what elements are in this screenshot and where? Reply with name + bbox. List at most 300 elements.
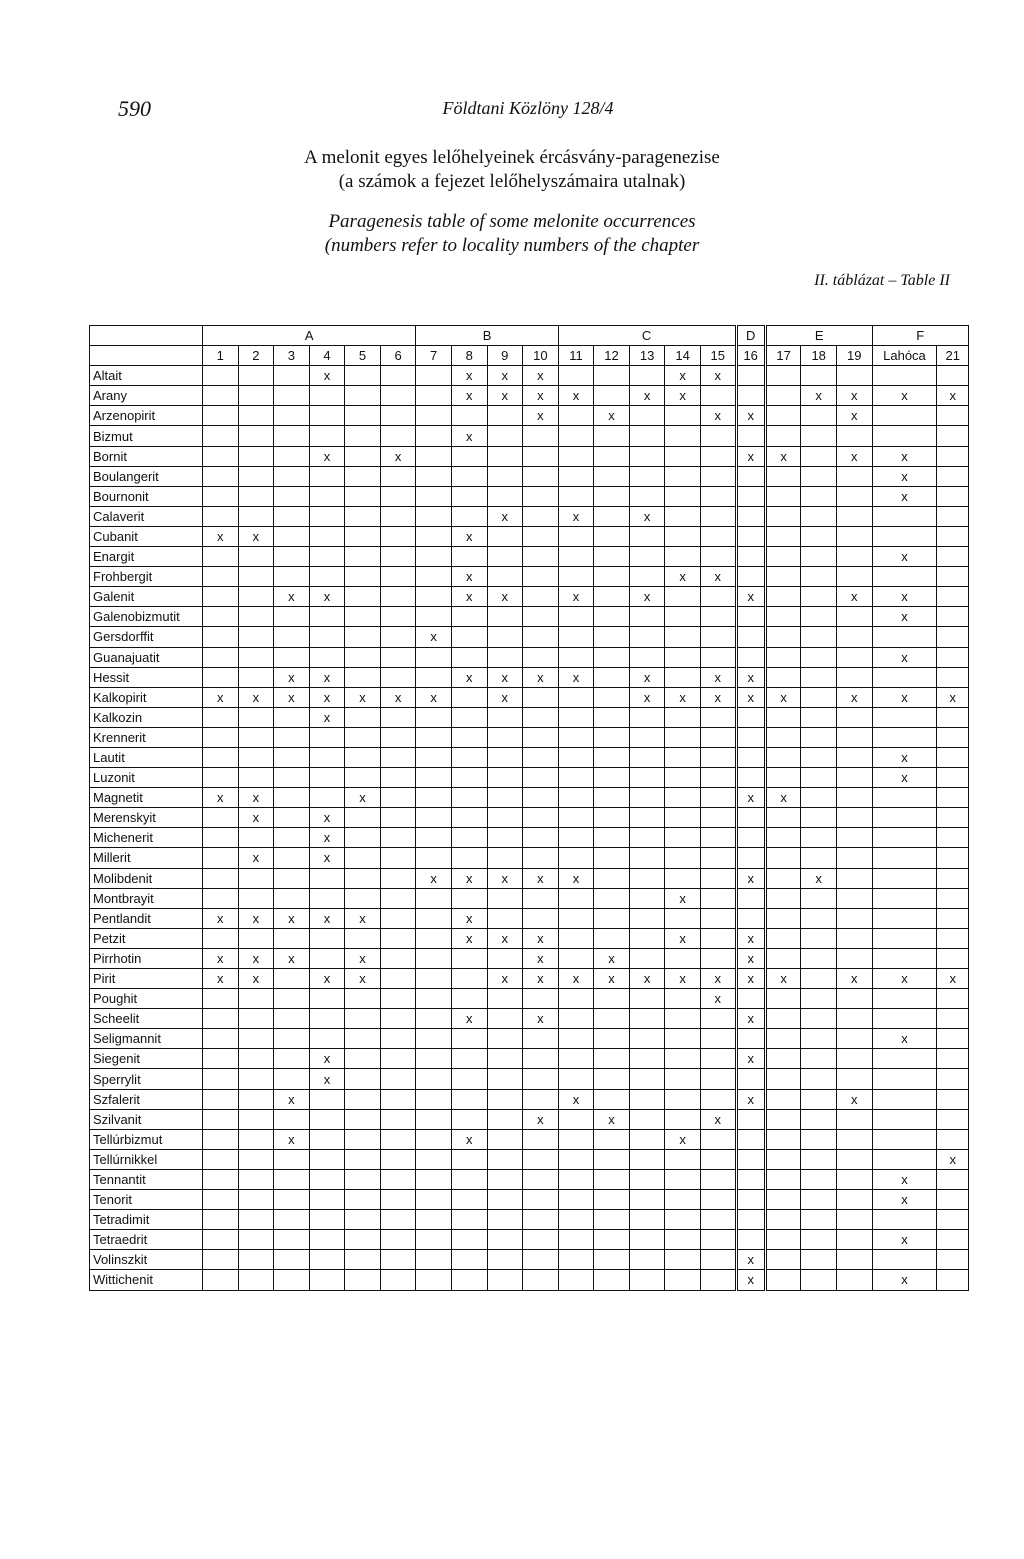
mineral-name: Arany — [90, 386, 203, 406]
table-cell — [309, 627, 345, 647]
table-cell — [594, 1210, 630, 1230]
table-cell — [416, 707, 452, 727]
table-cell — [801, 1270, 837, 1290]
table-cell — [523, 908, 559, 928]
table-cell — [801, 848, 837, 868]
table-cell — [736, 808, 765, 828]
table-cell — [736, 526, 765, 546]
occurrence-mark: x — [416, 868, 452, 888]
table-cell — [238, 627, 274, 647]
table-row — [90, 727, 969, 747]
table-cell — [836, 788, 872, 808]
table-cell — [202, 366, 238, 386]
table-cell — [309, 607, 345, 627]
table-cell — [202, 828, 238, 848]
occurrence-mark: x — [736, 1009, 765, 1029]
occurrence-mark: x — [309, 969, 345, 989]
table-cell — [700, 1230, 736, 1250]
table-row — [90, 366, 969, 386]
table-cell — [238, 768, 274, 788]
table-cell — [487, 828, 523, 848]
table-cell — [872, 788, 937, 808]
table-cell — [736, 1109, 765, 1129]
title-hu-line-2: (a számok a fejezet lelőhelyszámaira utalnak) — [338, 171, 686, 192]
table-cell — [937, 808, 969, 828]
mineral-name: Seligmannit — [90, 1029, 203, 1049]
table-cell — [700, 547, 736, 567]
table-cell — [202, 1029, 238, 1049]
table-cell — [765, 1210, 801, 1230]
occurrence-mark: x — [801, 868, 837, 888]
mineral-name: Bournonit — [90, 486, 203, 506]
mineral-name: Montbrayit — [90, 888, 203, 908]
table-cell — [380, 466, 416, 486]
table-cell — [487, 406, 523, 426]
occurrence-mark: x — [238, 848, 274, 868]
occurrence-mark: x — [523, 366, 559, 386]
table-cell — [836, 1210, 872, 1230]
header-corner — [90, 326, 203, 346]
occurrence-mark: x — [872, 1190, 937, 1210]
table-cell — [700, 426, 736, 446]
table-row — [90, 948, 969, 968]
table-cell — [736, 607, 765, 627]
table-cell — [937, 466, 969, 486]
table-cell — [487, 547, 523, 567]
occurrence-mark: x — [238, 788, 274, 808]
table-cell — [558, 1169, 594, 1189]
table-cell — [558, 788, 594, 808]
table-cell — [594, 1029, 630, 1049]
paragenesis-table-wrapper — [89, 325, 969, 1291]
table-cell — [274, 647, 310, 667]
table-cell — [629, 1109, 665, 1129]
table-row — [90, 547, 969, 567]
occurrence-mark: x — [309, 908, 345, 928]
table-cell — [594, 1190, 630, 1210]
table-cell — [487, 567, 523, 587]
table-cell — [937, 848, 969, 868]
table-cell — [416, 366, 452, 386]
occurrence-mark: x — [872, 647, 937, 667]
table-cell — [380, 1149, 416, 1169]
table-cell — [345, 1149, 381, 1169]
table-cell — [416, 406, 452, 426]
table-cell — [629, 1049, 665, 1069]
table-cell — [629, 928, 665, 948]
mineral-name: Wittichenit — [90, 1270, 203, 1290]
table-cell — [801, 1089, 837, 1109]
table-cell — [558, 466, 594, 486]
table-cell — [629, 1250, 665, 1270]
table-cell — [487, 1270, 523, 1290]
table-cell — [274, 506, 310, 526]
table-cell — [238, 1009, 274, 1029]
table-cell — [736, 386, 765, 406]
table-cell — [274, 768, 310, 788]
table-cell — [380, 1069, 416, 1089]
table-cell — [202, 1250, 238, 1270]
table-cell — [836, 989, 872, 1009]
table-cell — [836, 506, 872, 526]
table-cell — [416, 788, 452, 808]
table-cell — [345, 727, 381, 747]
table-cell — [665, 1169, 701, 1189]
table-cell — [202, 486, 238, 506]
table-cell — [765, 768, 801, 788]
table-cell — [523, 506, 559, 526]
table-cell — [736, 426, 765, 446]
header-corner — [90, 346, 203, 366]
table-cell — [765, 1169, 801, 1189]
table-cell — [937, 1230, 969, 1250]
title-hu-line-1: A melonit egyes lelőhelyeinek ércásvány-paragenezise — [304, 147, 720, 168]
table-cell — [523, 567, 559, 587]
mineral-name: Galenobizmutit — [90, 607, 203, 627]
table-cell — [872, 928, 937, 948]
table-cell — [523, 1069, 559, 1089]
table-cell — [765, 908, 801, 928]
table-row — [90, 627, 969, 647]
table-cell — [629, 707, 665, 727]
table-cell — [380, 1129, 416, 1149]
group-header-row — [90, 326, 969, 346]
occurrence-mark: x — [309, 1069, 345, 1089]
table-cell — [801, 607, 837, 627]
column-header: 6 — [380, 346, 416, 366]
table-cell — [558, 848, 594, 868]
mineral-name: Molibdenit — [90, 868, 203, 888]
table-cell — [700, 1049, 736, 1069]
table-cell — [487, 1109, 523, 1129]
table-cell — [380, 747, 416, 767]
occurrence-mark: x — [523, 969, 559, 989]
table-cell — [872, 908, 937, 928]
occurrence-mark: x — [629, 506, 665, 526]
occurrence-mark: x — [937, 687, 969, 707]
occurrence-mark: x — [451, 567, 487, 587]
group-header: E — [765, 326, 872, 346]
table-cell — [801, 1009, 837, 1029]
table-cell — [558, 989, 594, 1009]
table-cell — [736, 1230, 765, 1250]
table-row — [90, 1210, 969, 1230]
table-cell — [558, 547, 594, 567]
table-cell — [736, 747, 765, 767]
table-cell — [274, 627, 310, 647]
table-cell — [736, 506, 765, 526]
table-cell — [380, 547, 416, 567]
table-cell — [836, 366, 872, 386]
occurrence-mark: x — [523, 1009, 559, 1029]
table-cell — [937, 1190, 969, 1210]
table-cell — [274, 1270, 310, 1290]
table-cell — [801, 888, 837, 908]
table-cell — [558, 1129, 594, 1149]
table-cell — [937, 607, 969, 627]
table-cell — [872, 526, 937, 546]
table-cell — [629, 768, 665, 788]
table-row — [90, 386, 969, 406]
mineral-name: Pirrhotin — [90, 948, 203, 968]
occurrence-mark: x — [872, 1029, 937, 1049]
table-cell — [451, 1210, 487, 1230]
table-cell — [836, 848, 872, 868]
occurrence-mark: x — [594, 969, 630, 989]
occurrence-mark: x — [451, 426, 487, 446]
table-cell — [380, 1029, 416, 1049]
table-cell — [309, 747, 345, 767]
table-cell — [872, 1089, 937, 1109]
table-cell — [765, 526, 801, 546]
occurrence-mark: x — [238, 526, 274, 546]
column-header: 19 — [836, 346, 872, 366]
table-cell — [345, 366, 381, 386]
table-cell — [451, 466, 487, 486]
table-cell — [801, 1190, 837, 1210]
title-en-line-2: (numbers refer to locality numbers of the chapter — [324, 235, 700, 256]
occurrence-mark: x — [736, 446, 765, 466]
table-cell — [380, 1089, 416, 1109]
table-cell — [416, 667, 452, 687]
table-cell — [380, 969, 416, 989]
table-cell — [523, 446, 559, 466]
table-cell — [629, 446, 665, 466]
table-cell — [558, 888, 594, 908]
table-cell — [700, 1029, 736, 1049]
mineral-name: Millerit — [90, 848, 203, 868]
table-cell — [765, 989, 801, 1009]
table-cell — [594, 848, 630, 868]
table-cell — [380, 1190, 416, 1210]
table-cell — [765, 547, 801, 567]
table-cell — [274, 406, 310, 426]
table-row — [90, 1089, 969, 1109]
mineral-name: Szilvanit — [90, 1109, 203, 1129]
occurrence-mark: x — [594, 1109, 630, 1129]
table-cell — [202, 1049, 238, 1069]
table-row — [90, 567, 969, 587]
table-cell — [380, 1210, 416, 1230]
mineral-name: Sperrylit — [90, 1069, 203, 1089]
table-cell — [736, 908, 765, 928]
table-cell — [665, 1049, 701, 1069]
table-cell — [274, 1069, 310, 1089]
table-title-hungarian — [0, 146, 1024, 194]
table-cell — [937, 1250, 969, 1270]
table-cell — [558, 526, 594, 546]
table-row — [90, 587, 969, 607]
occurrence-mark: x — [487, 928, 523, 948]
mineral-name: Petzit — [90, 928, 203, 948]
table-cell — [937, 426, 969, 446]
table-cell — [836, 1069, 872, 1089]
mineral-name: Tetraedrit — [90, 1230, 203, 1250]
table-cell — [487, 1210, 523, 1230]
table-cell — [345, 647, 381, 667]
table-cell — [801, 1109, 837, 1129]
column-header: 4 — [309, 346, 345, 366]
table-cell — [665, 446, 701, 466]
table-cell — [380, 567, 416, 587]
table-cell — [345, 466, 381, 486]
table-cell — [523, 1129, 559, 1149]
table-cell — [416, 908, 452, 928]
table-row — [90, 446, 969, 466]
occurrence-mark: x — [309, 446, 345, 466]
table-cell — [558, 948, 594, 968]
table-cell — [665, 1190, 701, 1210]
occurrence-mark: x — [836, 446, 872, 466]
mineral-name: Calaverit — [90, 506, 203, 526]
table-cell — [523, 788, 559, 808]
table-cell — [238, 1230, 274, 1250]
table-cell — [451, 1069, 487, 1089]
table-row — [90, 848, 969, 868]
table-row — [90, 868, 969, 888]
table-cell — [629, 1009, 665, 1029]
table-cell — [836, 908, 872, 928]
table-cell — [202, 868, 238, 888]
table-cell — [801, 1250, 837, 1270]
table-cell — [937, 868, 969, 888]
table-cell — [487, 747, 523, 767]
table-cell — [238, 486, 274, 506]
occurrence-mark: x — [872, 1169, 937, 1189]
table-cell — [558, 908, 594, 928]
occurrence-mark: x — [937, 1149, 969, 1169]
table-cell — [416, 1049, 452, 1069]
table-cell — [629, 406, 665, 426]
table-cell — [523, 989, 559, 1009]
table-cell — [937, 1270, 969, 1290]
table-cell — [451, 506, 487, 526]
table-cell — [801, 788, 837, 808]
table-cell — [765, 1029, 801, 1049]
paragenesis-table — [89, 325, 969, 1291]
table-cell — [765, 948, 801, 968]
occurrence-mark: x — [836, 1089, 872, 1109]
occurrence-mark: x — [836, 386, 872, 406]
occurrence-mark: x — [736, 868, 765, 888]
table-cell — [629, 486, 665, 506]
table-cell — [309, 1169, 345, 1189]
table-cell — [594, 426, 630, 446]
occurrence-mark: x — [380, 446, 416, 466]
table-cell — [380, 406, 416, 426]
table-cell — [665, 607, 701, 627]
table-row — [90, 1190, 969, 1210]
table-cell — [801, 446, 837, 466]
table-cell — [345, 989, 381, 1009]
table-cell — [380, 868, 416, 888]
table-cell — [665, 547, 701, 567]
occurrence-mark: x — [872, 466, 937, 486]
table-cell — [274, 969, 310, 989]
table-cell — [765, 868, 801, 888]
occurrence-mark: x — [345, 969, 381, 989]
table-cell — [451, 486, 487, 506]
table-cell — [416, 647, 452, 667]
table-cell — [487, 1069, 523, 1089]
mineral-name: Pirit — [90, 969, 203, 989]
table-cell — [558, 1149, 594, 1169]
table-cell — [274, 928, 310, 948]
table-cell — [937, 1009, 969, 1029]
table-cell — [523, 466, 559, 486]
table-cell — [345, 406, 381, 426]
table-cell — [700, 446, 736, 466]
table-cell — [380, 888, 416, 908]
occurrence-mark: x — [736, 1270, 765, 1290]
occurrence-mark: x — [765, 969, 801, 989]
occurrence-mark: x — [487, 969, 523, 989]
table-cell — [558, 1270, 594, 1290]
table-cell — [700, 707, 736, 727]
occurrence-mark: x — [487, 868, 523, 888]
table-cell — [487, 1029, 523, 1049]
table-cell — [558, 567, 594, 587]
table-cell — [274, 1109, 310, 1129]
table-cell — [345, 1089, 381, 1109]
occurrence-mark: x — [736, 667, 765, 687]
table-cell — [937, 366, 969, 386]
title-en-line-1: Paragenesis table of some melonite occurrences — [328, 211, 696, 232]
table-cell — [309, 486, 345, 506]
group-header: C — [558, 326, 736, 346]
mineral-name: Tenorit — [90, 1190, 203, 1210]
table-cell — [487, 627, 523, 647]
table-cell — [451, 446, 487, 466]
table-cell — [238, 828, 274, 848]
column-header: 10 — [523, 346, 559, 366]
occurrence-mark: x — [202, 526, 238, 546]
table-cell — [629, 1210, 665, 1230]
table-cell — [274, 1230, 310, 1250]
table-cell — [487, 1149, 523, 1169]
table-cell — [558, 607, 594, 627]
table-cell — [736, 486, 765, 506]
table-cell — [274, 788, 310, 808]
table-cell — [765, 1109, 801, 1129]
table-cell — [594, 1089, 630, 1109]
table-cell — [274, 1029, 310, 1049]
table-cell — [274, 567, 310, 587]
table-cell — [872, 808, 937, 828]
occurrence-mark: x — [309, 828, 345, 848]
mineral-name: Bizmut — [90, 426, 203, 446]
table-cell — [523, 426, 559, 446]
table-cell — [700, 607, 736, 627]
table-label: II. táblázat – Table II — [814, 272, 950, 289]
table-cell — [345, 627, 381, 647]
table-cell — [523, 707, 559, 727]
table-cell — [487, 647, 523, 667]
table-cell — [416, 486, 452, 506]
table-cell — [238, 466, 274, 486]
column-header: 12 — [594, 346, 630, 366]
table-cell — [202, 607, 238, 627]
table-cell — [274, 727, 310, 747]
mineral-name: Luzonit — [90, 768, 203, 788]
occurrence-mark: x — [700, 989, 736, 1009]
table-cell — [629, 1029, 665, 1049]
mineral-name: Tetradimit — [90, 1210, 203, 1230]
table-cell — [416, 1270, 452, 1290]
table-cell — [736, 567, 765, 587]
table-cell — [274, 888, 310, 908]
table-cell — [937, 446, 969, 466]
